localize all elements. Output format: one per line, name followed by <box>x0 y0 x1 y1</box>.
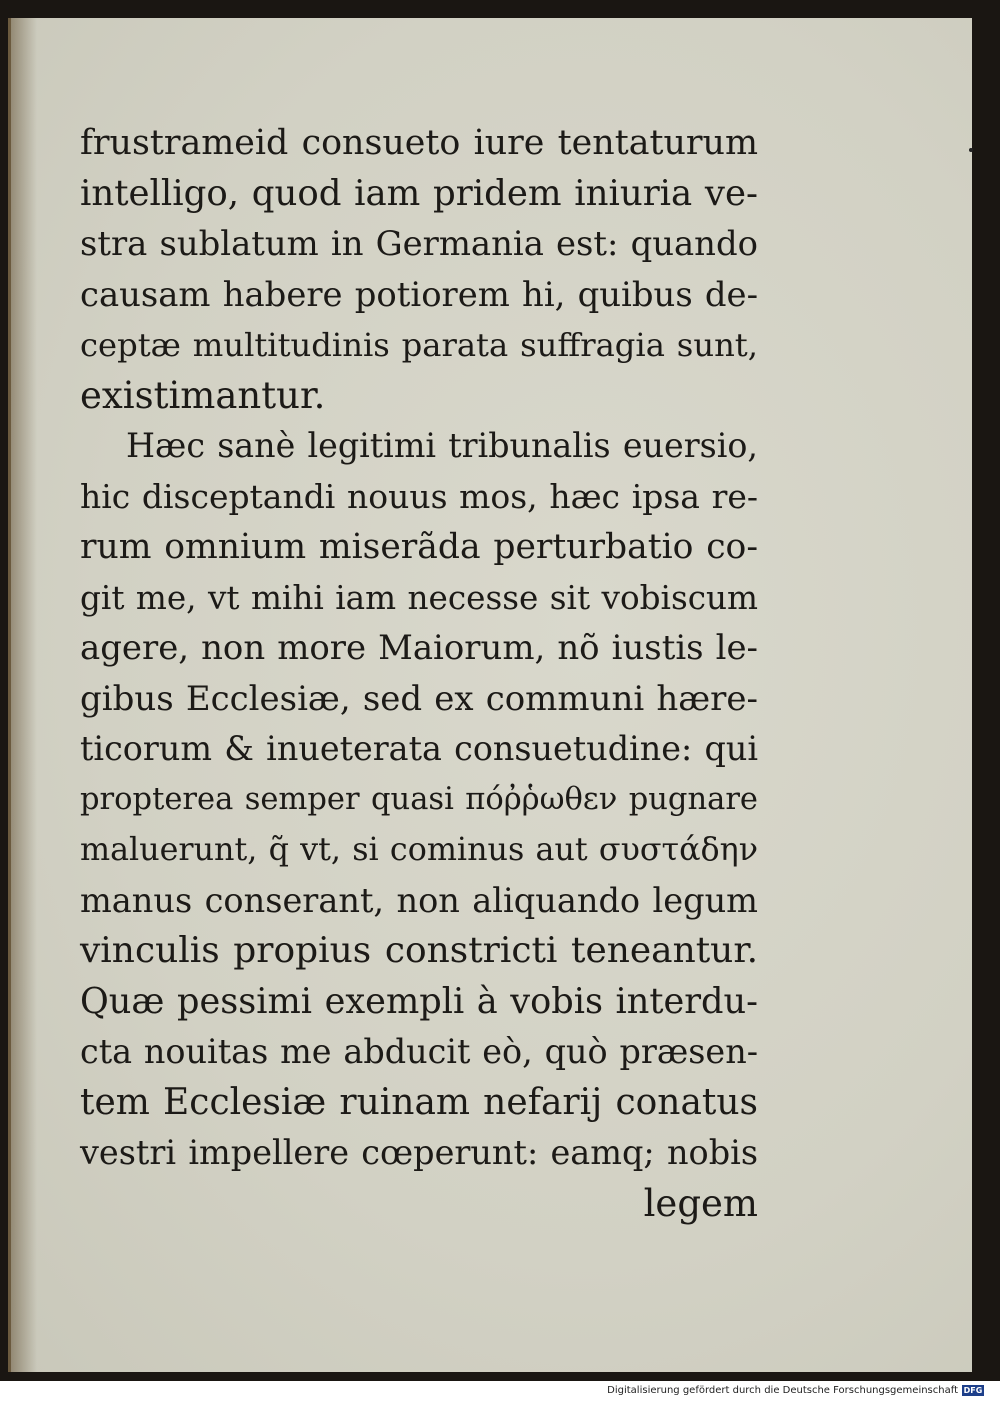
catchword: legem <box>643 1181 758 1225</box>
spine-shadow <box>11 18 37 1372</box>
text-line: git me, vt mihi iam necesse sit vobiscum <box>80 578 758 617</box>
text-line: cta nouitas me abducit eò, quò præsen- <box>80 1032 758 1071</box>
text-line: maluerunt, q̃ vt, si cominus aut συστάδην <box>80 832 758 868</box>
text-line: ticorum & inueterata consuetudine: qui <box>80 729 758 768</box>
text-line: frustrameid consueto iure tentaturum <box>80 123 758 163</box>
text-line: rum omnium miserãda perturbatio co- <box>80 527 758 567</box>
text-line: tem Ecclesiæ ruinam nefarij conatus <box>80 1081 758 1123</box>
footer-bar <box>0 1381 1000 1401</box>
text-line: vinculis propius constricti teneantur. <box>80 930 758 971</box>
text-line: agere, non more Maiorum, nõ iustis le- <box>80 628 758 667</box>
text-line: manus conserant, non aliquando legum <box>80 880 758 920</box>
text-line: stra sublatum in Germania est: quando <box>80 224 758 263</box>
page-text <box>80 118 758 1229</box>
dfg-logo-icon: DFG <box>963 1386 983 1395</box>
text-line: Quæ pessimi exempli à vobis interdu- <box>80 980 758 1022</box>
text-line: causam habere potiorem hi, quibus de- <box>80 274 758 314</box>
text-line: propterea semper quasi πόῤῥωθεν pugnare <box>80 781 758 817</box>
text-line: Hæc sanè legitimi tribunalis euersio, <box>126 426 758 465</box>
text-line: vestri impellere cœperunt: eamq; nobis <box>80 1133 758 1172</box>
text-line: intelligo, quod iam pridem iniuria ve- <box>80 172 758 214</box>
text-line: gibus Ecclesiæ, sed ex communi hære- <box>80 678 758 719</box>
text-line: ceptæ multitudinis parata suffragia sunt, <box>80 326 758 364</box>
text-line: existimantur. <box>80 373 326 417</box>
ink-speck <box>969 148 973 152</box>
text-line: hic disceptandi nouus mos, hæc ipsa re- <box>80 476 758 516</box>
footer-credit: Digitalisierung gefördert durch die Deutsche Forschungsgemeinschaft <box>607 1385 958 1396</box>
